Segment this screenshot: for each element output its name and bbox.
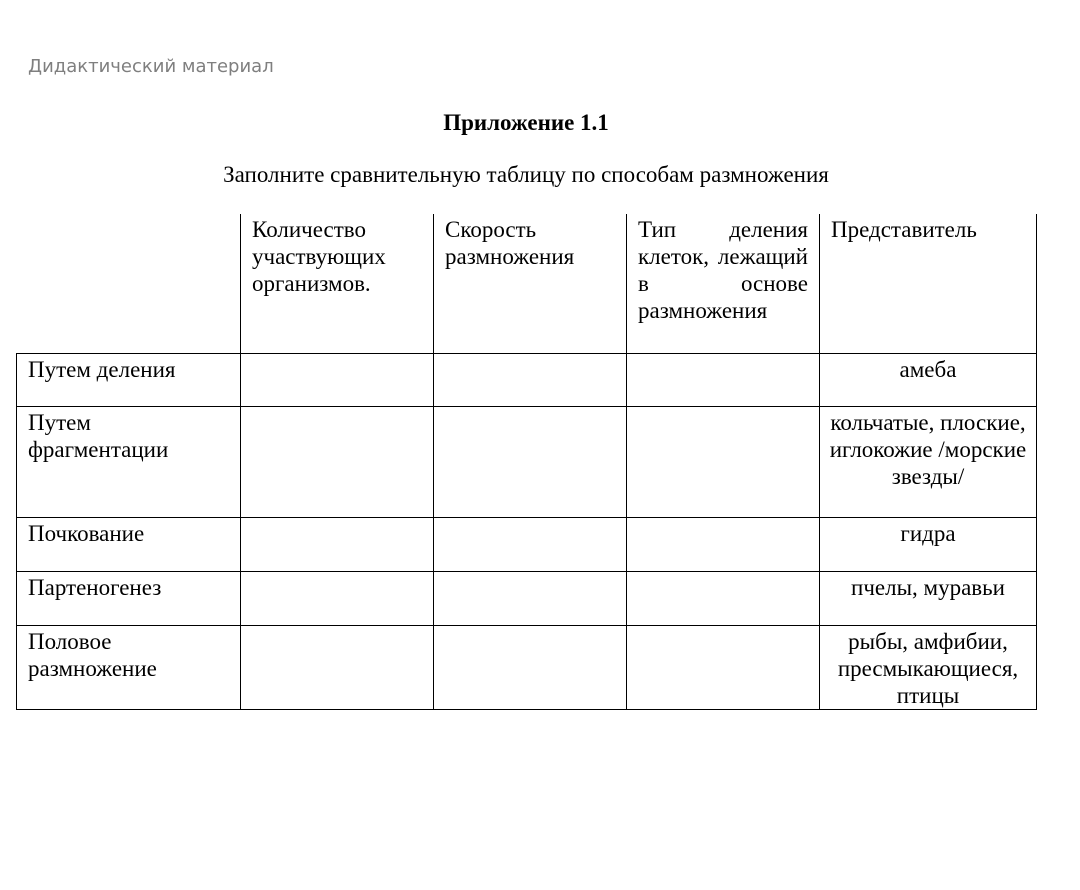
count-cell[interactable] — [241, 353, 434, 406]
table-row — [17, 353, 1037, 406]
method-cell: Почкование — [17, 517, 241, 571]
division-cell[interactable] — [627, 571, 820, 625]
table-row — [17, 571, 1037, 625]
page-title: Приложение 1.1 — [443, 110, 609, 135]
representative-cell: амеба — [820, 353, 1037, 406]
header-cell-representative: Представитель — [820, 214, 1037, 353]
speed-cell[interactable] — [434, 625, 627, 709]
speed-cell[interactable] — [434, 406, 627, 517]
header-cell-speed: Скорость размножения — [434, 214, 627, 353]
method-cell: Половое размножение — [17, 625, 241, 709]
header-cell-count: Количество участвующих организмов. — [241, 214, 434, 353]
division-cell[interactable] — [627, 625, 820, 709]
division-cell[interactable] — [627, 517, 820, 571]
representative-cell: пчелы, муравьи — [820, 571, 1037, 625]
division-cell[interactable] — [627, 406, 820, 517]
count-cell[interactable] — [241, 406, 434, 517]
table-row — [17, 625, 1037, 709]
task-instruction: Заполните сравнительную таблицу по способам размножения — [223, 162, 829, 187]
table-header-row — [17, 214, 1037, 353]
speed-cell[interactable] — [434, 517, 627, 571]
method-cell: Путем фрагментации — [17, 406, 241, 517]
representative-cell: гидра — [820, 517, 1037, 571]
method-cell: Путем деления — [17, 353, 241, 406]
division-cell[interactable] — [627, 353, 820, 406]
table-row — [17, 517, 1037, 571]
count-cell[interactable] — [241, 517, 434, 571]
document-header: Дидактический материал — [28, 56, 274, 77]
speed-cell[interactable] — [434, 353, 627, 406]
comparison-table — [16, 214, 1037, 710]
table-row — [17, 406, 1037, 517]
count-cell[interactable] — [241, 625, 434, 709]
method-cell: Партеногенез — [17, 571, 241, 625]
representative-cell: кольчатые, плоские, иглокожие /морские звезды/ — [820, 406, 1037, 517]
header-cell-empty — [17, 214, 241, 353]
speed-cell[interactable] — [434, 571, 627, 625]
header-cell-division-type: Тип деления клеток, лежащий в основе размножения — [627, 214, 820, 353]
count-cell[interactable] — [241, 571, 434, 625]
representative-cell: рыбы, амфибии, пресмыкающиеся, птицы — [820, 625, 1037, 709]
